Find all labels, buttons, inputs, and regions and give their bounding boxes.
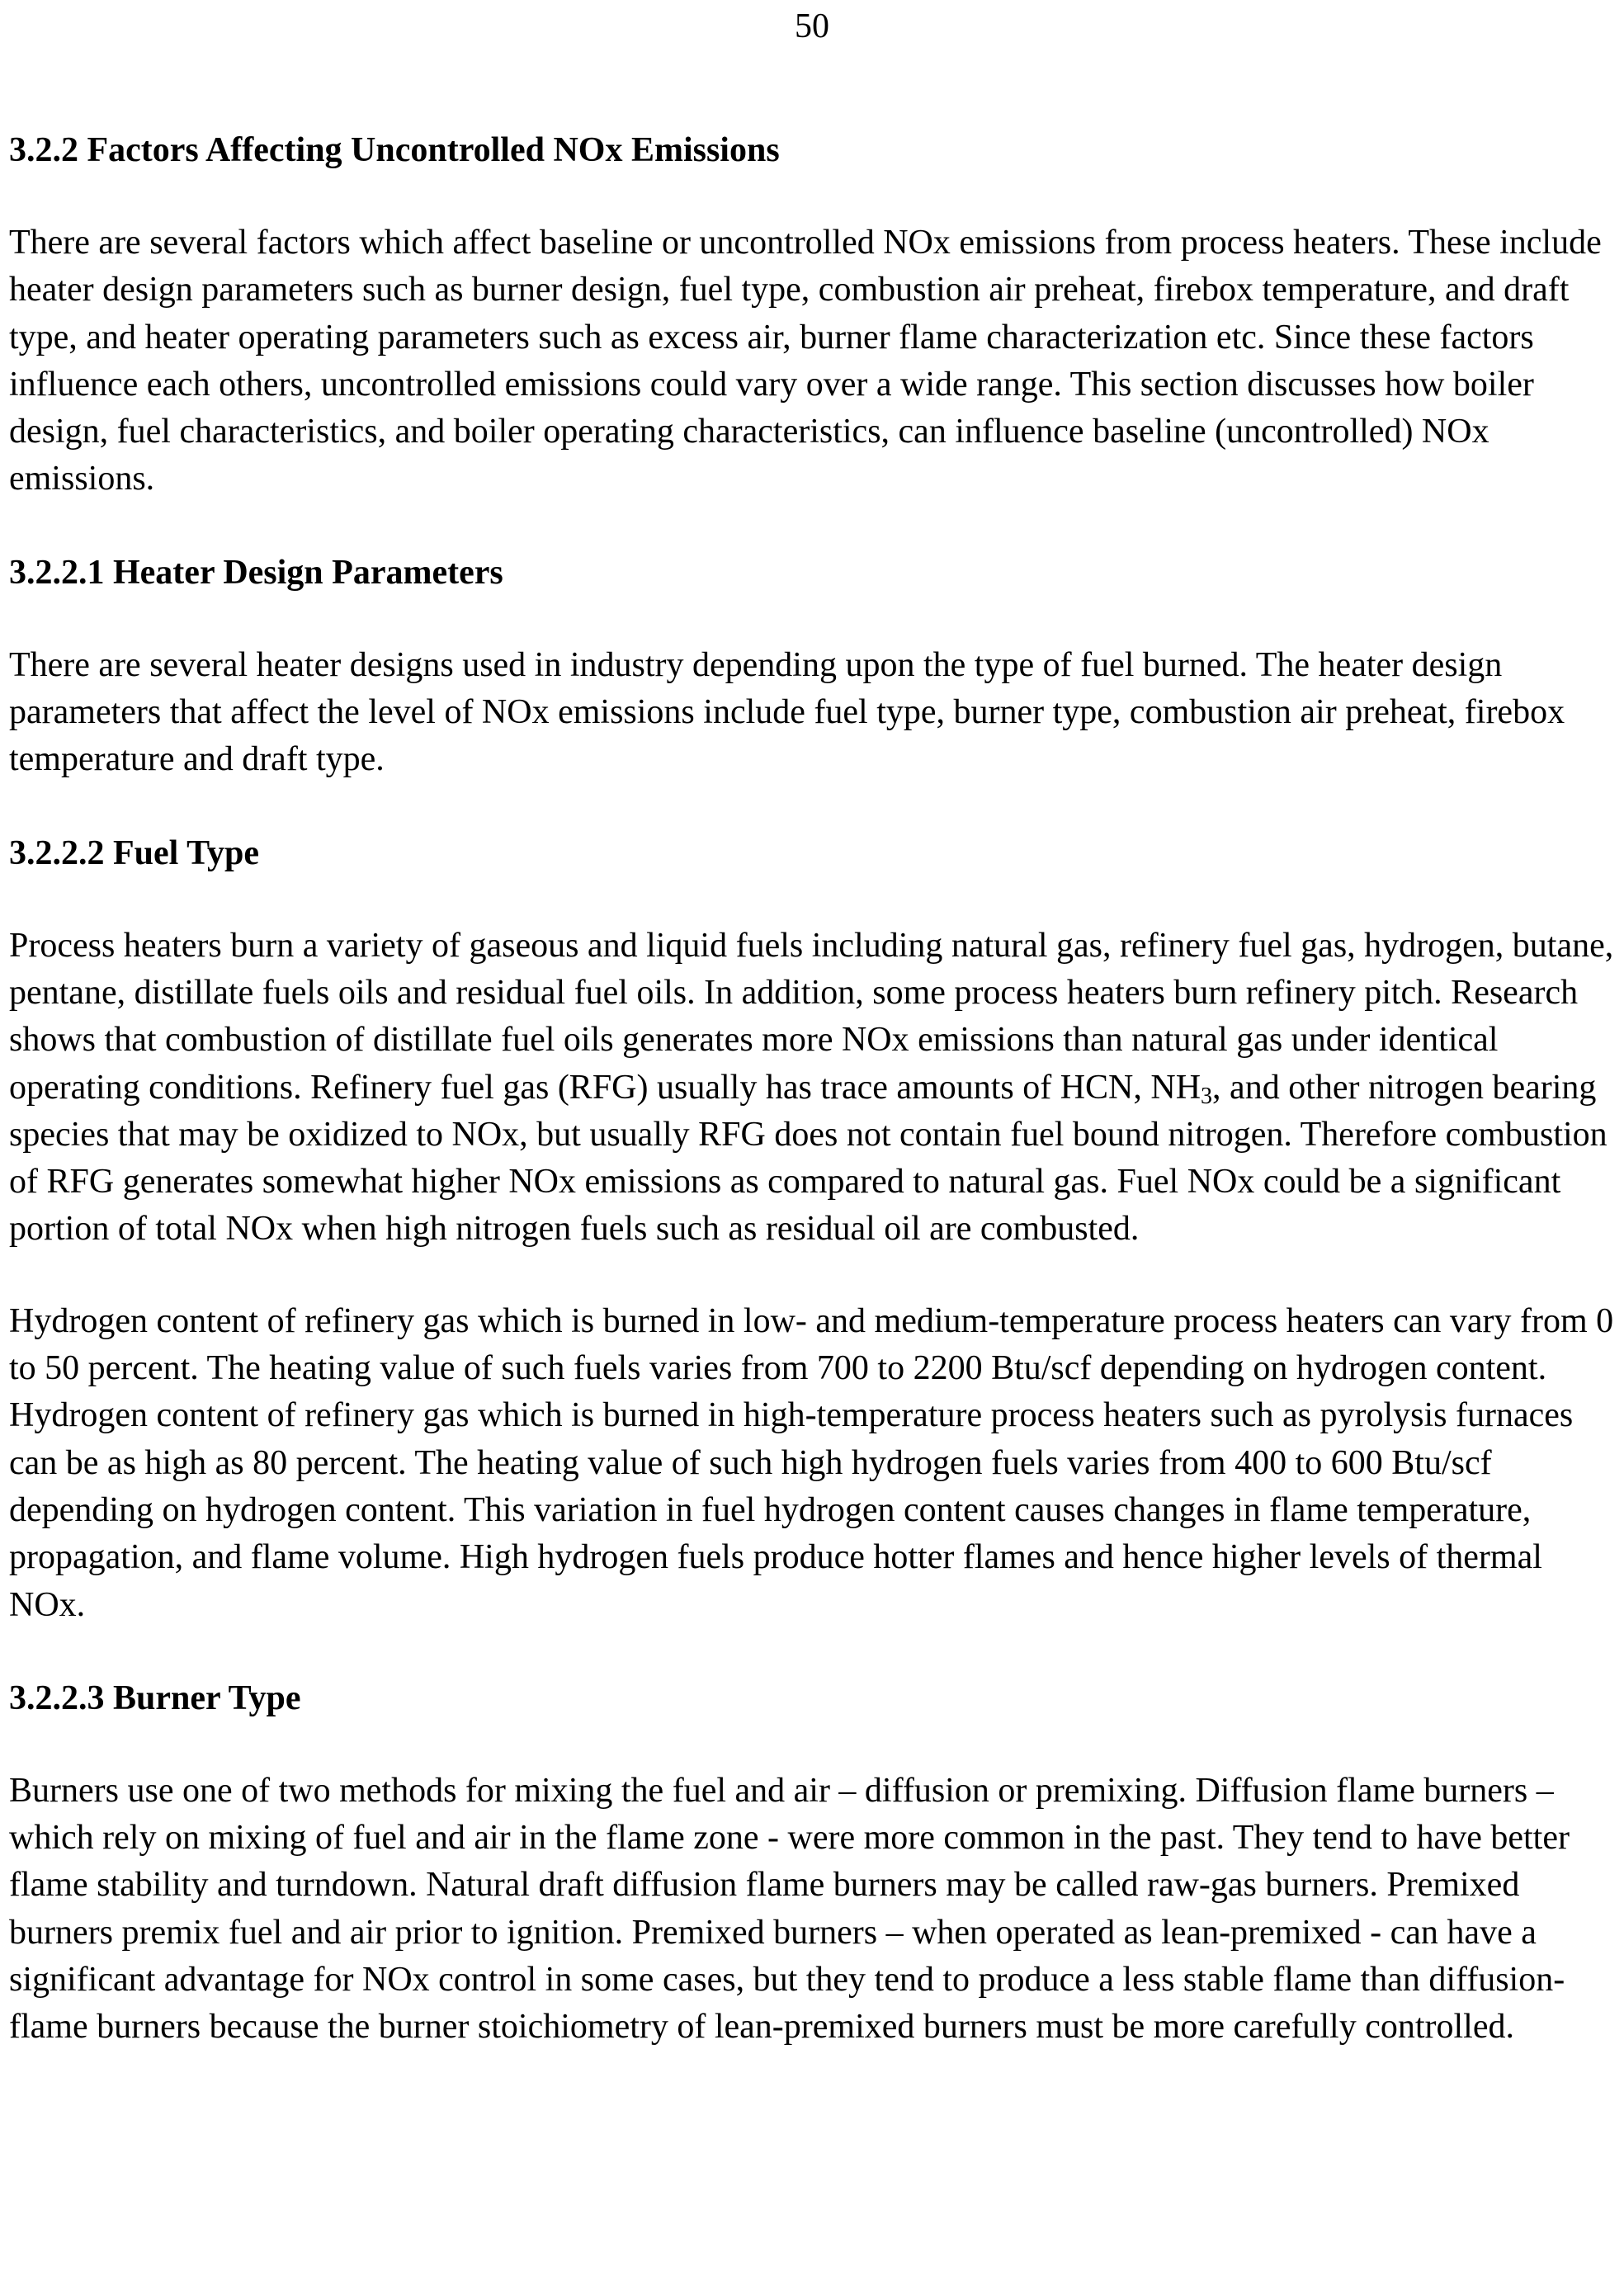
page-number: 50	[795, 7, 829, 45]
paragraph-heater-design: There are several heater designs used in industry depending upon the type of fuel burned. The heater design parameters that affect the level of NOx emissions include fuel type, burner type, combustion air preheat, firebox temperature and draft type.	[9, 645, 1565, 779]
paragraph-fuel-type	[9, 923, 1618, 1254]
paragraph-uncontrolled-nox-factors: There are several factors which affect baseline or uncontrolled NOx emissions from process heaters. These include heater design parameters such as burner design, fuel type, combustion air preheat, firebox temperature, and draft type, and heater operating parameters such as excess air, burner flame characterization etc. Since these factors influence each others, uncontrolled emissions could vary over a wide range. This section discusses how boiler design, fuel characteristics, and boiler operating characteristics, can influence baseline (uncontrolled) NOx emissions.	[9, 224, 1602, 498]
section-heading-3-2-2-3: 3.2.2.3 Burner Type	[9, 1678, 301, 1717]
section-heading-3-2-2: 3.2.2 Factors Affecting Uncontrolled NOx Emissions	[9, 131, 780, 169]
section-heading-3-2-2-1: 3.2.2.1 Heater Design Parameters	[9, 553, 503, 592]
section-heading-3-2-2-2: 3.2.2.2 Fuel Type	[9, 833, 259, 872]
paragraph-hydrogen-content: Hydrogen content of refinery gas which is burned in low- and medium-temperature process heaters can vary from 0 to 50 percent. The heating value of such fuels varies from 700 to 2200 Btu/scf depending on hydrogen content. Hydrogen content of refinery gas which is burned in high-temperature process heaters such as pyrolysis furnaces can be as high as 80 percent. The heating value of such high hydrogen fuels varies from 400 to 600 Btu/scf depending on hydrogen content. This variation in fuel hydrogen content causes changes in flame temperature, propagation, and flame volume. High hydrogen fuels produce hotter flames and hence higher levels of thermal NOx.	[9, 1301, 1614, 1624]
paragraph-fuel-type-text-2: , and other nitrogen bearing species that may be oxidized to NOx, but usually RFG does not contain fuel bound nitrogen. Therefore combustion of RFG generates somewhat higher NOx emissions as compared to natural gas. Fuel NOx could be a significant portion of total NOx when high nitrogen fuels such as residual oil are combusted.	[9, 1068, 1607, 1249]
page-content	[9, 125, 1618, 2051]
subscript-three: 3	[1201, 1083, 1213, 1109]
paragraph-burner-type: Burners use one of two methods for mixing the fuel and air – diffusion or premixing. Diffusion flame burners – which rely on mixing of fuel and air in the flame zone - were more common in the past. They tend to have better flame stability and turndown. Natural draft diffusion flame burners may be called raw-gas burners. Premixed burners premix fuel and air prior to ignition. Premixed burners – when operated as lean-premixed - can have a significant advantage for NOx control in some cases, but they tend to produce a less stable flame than diffusion-flame burners because the burner stoichiometry of lean-premixed burners must be more carefully controlled.	[9, 1771, 1570, 2047]
paragraph-fuel-type-text-1: Process heaters burn a variety of gaseous and liquid fuels including natural gas, refinery fuel gas, hydrogen, butane, pentane, distillate fuels oils and residual fuel oils. In addition, some process heaters burn refinery pitch. Research shows that combustion of distillate fuel oils generates more NOx emissions than natural gas under identical operating conditions. Refinery fuel gas (RFG) usually has trace amounts of HCN, NH	[9, 926, 1614, 1107]
